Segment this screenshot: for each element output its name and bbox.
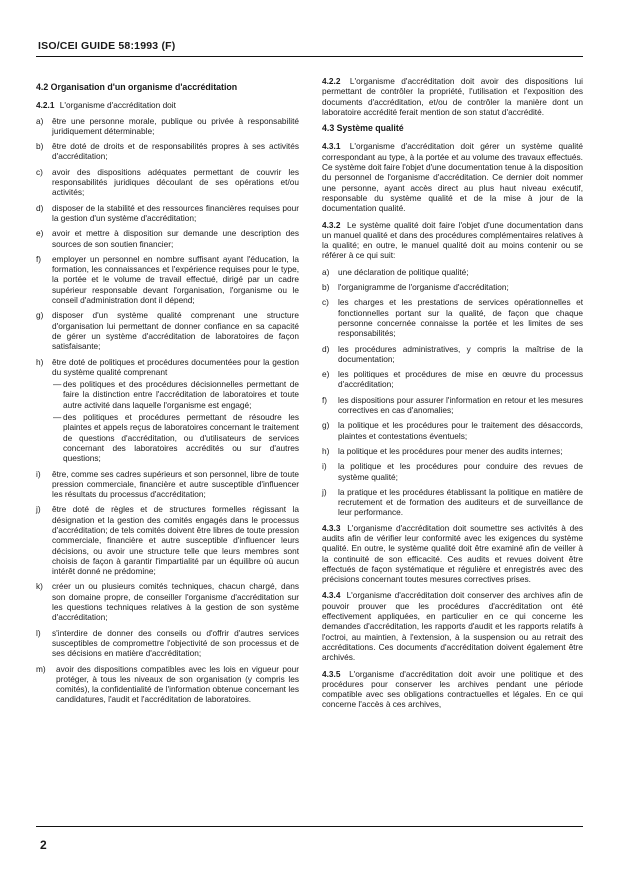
item-label: j) [322,486,327,497]
list-item [322,446,583,456]
item-text: les politiques et procédures de mise en œuvre du processus d'accréditation; [338,369,583,390]
item-label: f) [322,394,328,405]
item-text: être doté de politiques et procédures documentées pour la gestion du système qualité comprenant [52,356,299,377]
clause-4-3-4 [322,590,583,662]
list-item [322,420,583,441]
clause-text: Le système qualité doit faire l'objet d'une documentation dans un manuel qualité et dans des procédures complémentaires relatives à la qualité; en outre, le manuel qualité doit au moins contenir ou se référer à ce qui suit: [322,219,584,261]
list-item [36,504,299,576]
left-column [36,76,299,710]
list-item [322,395,583,416]
item-label: m) [36,663,46,674]
dash-icon: — [53,412,62,423]
list-item [36,664,299,705]
clause-text: L'organisme d'accréditation doit conserver des archives afin de pouvoir prouver que les procédures d'accréditation ont été effectivement appliquées, en particulier en ce qui concerne les demandes d'accréditation, les rapports d'audit et les rapports relatifs à l'octroi, au maintien, à l'extension, à la suspension ou au retrait des accréditations. Ces documents d'accréditation doivent également être archivés. [322,590,584,663]
item-text: la politique et les procédures pour mener des audits internes; [338,445,563,456]
item-text: être, comme ses cadres supérieurs et son personnel, libre de toute pression commerciale, financière et autre susceptible d'influencer les résultats du processus d'accréditation; [52,468,299,500]
item-label: f) [36,253,42,264]
item-label: i) [322,461,327,472]
clause-number: 4.2.1 [36,100,55,111]
list-item [36,203,299,224]
item-label: g) [322,420,330,431]
section-4-3-title: 4.3 Système qualité [322,123,404,134]
section-4-2-title: 4.2 Organisation d'un organisme d'accréditation [36,82,238,92]
list-item [322,344,583,365]
item-text: être doté de règles et de structures formelles régissant la désignation et la gestion des comités engagés dans le processus d'accréditation; de tels comités doivent être libres de toute pression commerciale, financière et autre susceptible d'influencer leurs décisions, ou avoir une structure telle que leurs membres sont choisis de façon à garantir l'impartialité par un équilibre où aucun intérêt donné ne prédomine; [52,504,299,577]
item-label: b) [322,282,330,293]
clause-number: 4.3.4 [322,590,341,601]
item-text: les charges et les prestations de services opérationnelles et fonctionnelles portant sur la qualité, de façon que chaque personne concernée connaisse la portée et les limites de ses responsabilités; [338,297,583,339]
item-label: c) [36,166,43,177]
clause-text: L'organisme d'accréditation doit [59,100,176,111]
list-item [36,581,299,622]
dash-text: des politiques et des procédures décisionnelles permettant de faire la distinction entre l'accréditation de laboratoires et toute autre activité dans laquelle l'organisme est engagé; [63,379,299,410]
item-text: la politique et les procédures pour le traitement des désaccords, plaintes et contestations éventuels; [338,420,583,441]
item-text: employer un personnel en nombre suffisant ayant l'éducation, la formation, les connaissances et l'expérience requises pour le type, la portée et le volume de travail effectué, dirigé par un cadre supérieur responsable devant l'organisation, l'organisme ou le conseil d'administration dont il dépend; [52,253,299,306]
item-text: être une personne morale, publique ou privée à responsabilité juridiquement déterminable; [52,115,299,136]
item-text: avoir des dispositions adéquates permettant de couvrir les responsabilités juridiques découlant de ses opérations et/ou activités; [52,166,299,198]
list-item [322,461,583,482]
clause-number: 4.3.3 [322,522,341,533]
list-item [36,141,299,162]
list-item [322,282,583,292]
list-item [322,369,583,390]
item-label: c) [322,297,329,308]
item-label: j) [36,504,41,515]
item-label: h) [36,356,44,367]
list-item [36,310,299,351]
clause-text: L'organisme d'accréditation doit soumettre ses activités à des audits afin de vérifier leur conformité avec les exigences du système qualité. En outre, le système qualité doit être examiné afin de veiller à la continuité de son efficacité. Ces audits et revues doivent être effectués de façon systématique et régulière et enregistrés avec des précisions concernant toutes mesures correctives prises. [322,522,583,585]
item-label: e) [36,228,44,239]
page-number: 2 [40,838,47,852]
clause-4-2-2 [322,76,583,117]
clause-4-3-1 [322,141,583,213]
item-text: la pratique et les procédures établissant la politique en matière de recrutement et de formation des auditeurs et de surveillance de leur performance. [338,486,583,518]
clause-text: L'organisme d'accréditation doit avoir des dispositions lui permettant de contrôler la propriété, l'utilisation et l'exposition des documents d'accréditation, et/ou de contrôler la manière dont un laboratoire accrédité ferait mention de son statut d'accrédité. [322,76,583,117]
item-text: les dispositions pour assurer l'information en retour et les mesures correctives en cas d'anomalies; [338,394,583,416]
item-label: i) [36,468,41,479]
dash-item [52,412,299,463]
item-label: d) [36,202,44,213]
clause-text: L'organisme d'accréditation doit gérer un système qualité correspondant au type, à la portée et au volume des travaux effectués. Ce système doit faire l'objet d'une documentation tenue à la disposition du personnel de l'organisme d'accréditation. Ce dernier doit nommer une personne, ayant accès direct au plus haut niveau exécutif, responsable du système qualité et de la mise à jour de la documentation qualité. [322,141,583,214]
item-label: l) [36,627,41,638]
clause-4-3-2 [322,220,583,261]
clause-number: 4.3.1 [322,141,341,152]
list-item [36,469,299,500]
dash-item [52,379,299,410]
list-item [322,297,583,338]
item-text: créer un ou plusieurs comités techniques, chacun chargé, dans son domaine propre, de conseiller l'organisme d'accréditation sur les questions techniques relatives à la gestion de son système d'accréditation; [52,581,299,623]
list-item [322,267,583,277]
item-text: la politique et les procédures pour conduire des revues de système qualité; [338,461,583,482]
clause-4-3-3 [322,523,583,585]
clause-number: 4.3.5 [322,668,341,679]
item-label: h) [322,445,330,456]
item-label: e) [322,369,330,380]
right-column [322,76,583,716]
list-item [36,357,299,464]
item-text: être doté de droits et de responsabilités propres à ses activités d'accréditation; [52,141,299,162]
item-label: a) [36,115,44,126]
list-item [36,116,299,137]
item-text: avoir et mettre à disposition sur demande une description des sources de son soutien financier; [52,228,299,249]
clause-4-3-5 [322,669,583,710]
clause-text: L'organisme d'accréditation doit avoir une politique et des procédures pour conserver les archives pendant une période compatible avec ses obligations contractuelles et légales. En ce qui concerne l'accès à ces archives, [322,668,583,710]
list-item [36,167,299,198]
footer-rule [36,826,583,827]
document-header: ISO/CEI GUIDE 58:1993 (F) [38,40,176,52]
clause-number: 4.3.2 [322,219,341,230]
item-text: disposer d'un système qualité comprenant une structure d'organisation lui permettant de donner confiance en sa capacité de gérer un système d'accréditation de laboratoires de façon satisfaisante; [52,310,299,352]
item-text: une déclaration de politique qualité; [338,266,469,277]
list-item [36,628,299,659]
clause-4-2-1 [36,100,299,110]
dash-text: des politiques et procédures permettant de résoudre les plaintes et appels reçus de laboratoires concernant le traitement de questions d'accréditation, ou d'utilisateurs de services concernant des laboratoires accrédités ou sur d'autres questions; [63,412,299,464]
clause-number: 4.2.2 [322,76,341,86]
list-item [36,228,299,249]
item-text: l'organigramme de l'organisme d'accréditation; [338,282,509,293]
item-label: b) [36,141,44,152]
item-label: d) [322,343,330,354]
item-text: disposer de la stabilité et des ressources financières requises pour la gestion d'un système d'accréditation; [52,202,299,223]
dash-icon: — [53,379,62,390]
item-text: les procédures administratives, y compris la maîtrise de la documentation; [338,343,583,364]
item-label: a) [322,266,330,277]
list-item [36,254,299,305]
item-label: k) [36,581,43,592]
item-text: avoir des dispositions compatibles avec les lois en vigueur pour protéger, à tous les niveaux de son organisation (y compris les comités), la confidentialité de l'information obtenue concernant les candidatures, l'audit et l'accréditation de laboratoires. [56,663,299,705]
item-text: s'interdire de donner des conseils ou d'offrir d'autres services susceptibles de compromettre l'objectivité de son processus et de ses décisions en matière d'accréditation; [52,627,299,659]
header-rule [36,56,583,57]
list-item [322,487,583,518]
item-label: g) [36,310,44,321]
